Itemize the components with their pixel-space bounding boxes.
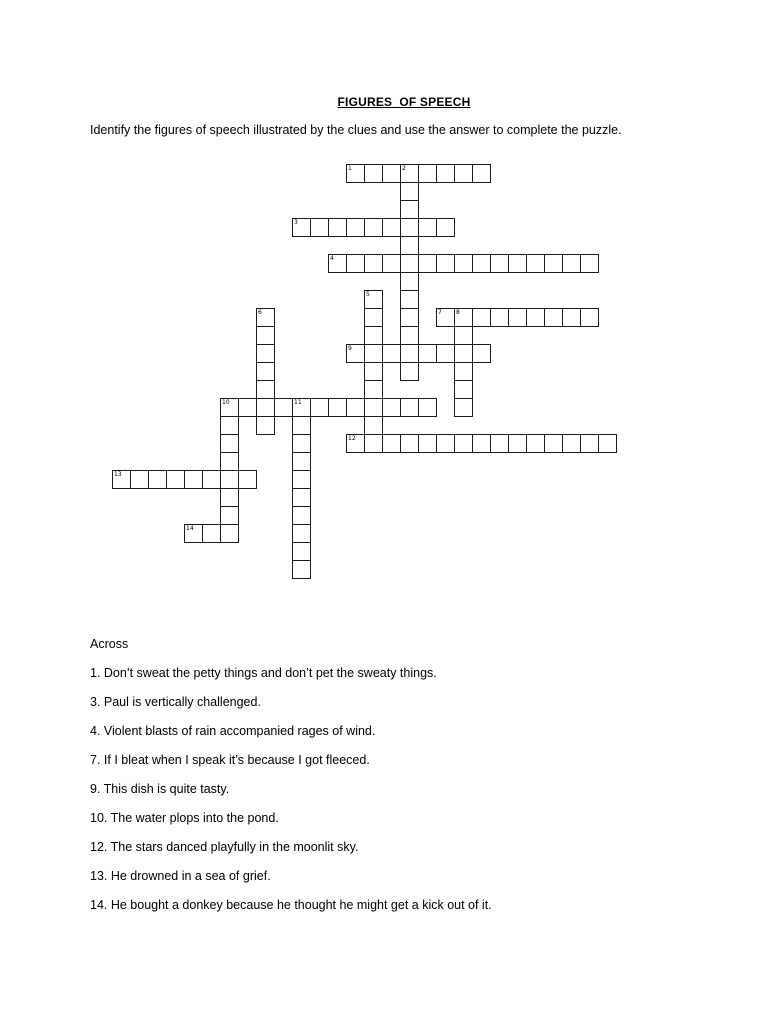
grid-cell[interactable] (382, 344, 401, 363)
grid-cell[interactable] (346, 218, 365, 237)
grid-cell[interactable] (292, 506, 311, 525)
grid-cell[interactable] (436, 164, 455, 183)
grid-cell[interactable] (130, 470, 149, 489)
grid-cell[interactable] (184, 524, 203, 543)
grid-cell[interactable] (508, 434, 527, 453)
grid-cell[interactable] (202, 470, 221, 489)
grid-cell[interactable] (400, 164, 419, 183)
grid-cell[interactable] (436, 254, 455, 273)
clue-1: 1. Don’t sweat the petty things and don’t pet the sweaty things. (90, 666, 437, 680)
grid-cell[interactable] (400, 218, 419, 237)
grid-cell[interactable] (292, 542, 311, 561)
grid-cell[interactable] (400, 326, 419, 345)
clue-7: 7. If I bleat when I speak it’s because I got fleeced. (90, 753, 370, 767)
grid-cell[interactable] (238, 398, 257, 417)
clue-number: 9 (348, 345, 352, 352)
grid-cell[interactable] (490, 308, 509, 327)
grid-cell[interactable] (292, 434, 311, 453)
grid-cell[interactable] (364, 326, 383, 345)
clue-12: 12. The stars danced playfully in the moonlit sky. (90, 840, 359, 854)
grid-cell[interactable] (508, 254, 527, 273)
grid-cell[interactable] (220, 524, 239, 543)
clue-14: 14. He bought a donkey because he thought he might get a kick out of it. (90, 898, 492, 912)
grid-cell[interactable] (436, 344, 455, 363)
grid-cell[interactable] (364, 380, 383, 399)
grid-cell[interactable] (220, 470, 239, 489)
grid-cell[interactable] (526, 434, 545, 453)
grid-cell[interactable] (364, 416, 383, 435)
grid-cell[interactable] (490, 434, 509, 453)
grid-cell[interactable] (472, 308, 491, 327)
grid-cell[interactable] (328, 218, 347, 237)
grid-cell[interactable] (256, 326, 275, 345)
clue-3: 3. Paul is vertically challenged. (90, 695, 261, 709)
grid-cell[interactable] (364, 164, 383, 183)
grid-cell[interactable] (454, 164, 473, 183)
grid-cell[interactable] (220, 506, 239, 525)
grid-cell[interactable] (436, 434, 455, 453)
grid-cell[interactable] (418, 398, 437, 417)
grid-cell[interactable] (580, 254, 599, 273)
grid-cell[interactable] (364, 308, 383, 327)
grid-cell[interactable] (508, 308, 527, 327)
grid-cell[interactable] (526, 308, 545, 327)
grid-cell[interactable] (580, 434, 599, 453)
grid-cell[interactable] (418, 218, 437, 237)
clue-number: 7 (438, 309, 442, 316)
across-heading: Across (90, 637, 129, 651)
clue-number: 14 (186, 525, 194, 532)
grid-cell[interactable] (346, 398, 365, 417)
grid-cell[interactable] (472, 254, 491, 273)
grid-cell[interactable] (472, 434, 491, 453)
grid-cell[interactable] (364, 434, 383, 453)
grid-cell[interactable] (346, 434, 365, 453)
grid-cell[interactable] (454, 398, 473, 417)
grid-cell[interactable] (292, 488, 311, 507)
clue-number: 13 (114, 471, 122, 478)
grid-cell[interactable] (490, 254, 509, 273)
grid-cell[interactable] (454, 254, 473, 273)
clue-number: 8 (456, 309, 460, 316)
grid-cell[interactable] (544, 434, 563, 453)
grid-cell[interactable] (562, 434, 581, 453)
grid-cell[interactable] (544, 254, 563, 273)
grid-cell[interactable] (292, 524, 311, 543)
grid-cell[interactable] (202, 524, 221, 543)
grid-cell[interactable] (220, 416, 239, 435)
grid-cell[interactable] (382, 398, 401, 417)
grid-cell[interactable] (364, 254, 383, 273)
grid-cell[interactable] (562, 308, 581, 327)
grid-cell[interactable] (598, 434, 617, 453)
grid-cell[interactable] (148, 470, 167, 489)
grid-cell[interactable] (274, 398, 293, 417)
grid-cell[interactable] (184, 470, 203, 489)
grid-cell[interactable] (544, 308, 563, 327)
grid-cell[interactable] (328, 398, 347, 417)
grid-cell[interactable] (418, 434, 437, 453)
grid-cell[interactable] (562, 254, 581, 273)
grid-cell[interactable] (292, 218, 311, 237)
clue-number: 5 (366, 291, 370, 298)
grid-cell[interactable] (310, 398, 329, 417)
grid-cell[interactable] (580, 308, 599, 327)
grid-cell[interactable] (472, 344, 491, 363)
grid-cell[interactable] (256, 344, 275, 363)
grid-cell[interactable] (382, 164, 401, 183)
grid-cell[interactable] (382, 434, 401, 453)
grid-cell[interactable] (364, 344, 383, 363)
grid-cell[interactable] (400, 308, 419, 327)
grid-cell[interactable] (400, 362, 419, 381)
grid-cell[interactable] (472, 164, 491, 183)
grid-cell[interactable] (220, 452, 239, 471)
grid-cell[interactable] (418, 164, 437, 183)
grid-cell[interactable] (454, 434, 473, 453)
grid-cell[interactable] (364, 362, 383, 381)
grid-cell[interactable] (328, 254, 347, 273)
grid-cell[interactable] (382, 254, 401, 273)
grid-cell[interactable] (292, 470, 311, 489)
grid-cell[interactable] (454, 380, 473, 399)
clue-number: 3 (294, 219, 298, 226)
grid-cell[interactable] (454, 326, 473, 345)
grid-cell[interactable] (346, 164, 365, 183)
clue-4: 4. Violent blasts of rain accompanied rages of wind. (90, 724, 376, 738)
instructions: Identify the figures of speech illustrated by the clues and use the answer to complete the puzzle. (90, 123, 622, 137)
grid-cell[interactable] (364, 398, 383, 417)
grid-cell[interactable] (454, 362, 473, 381)
grid-cell[interactable] (400, 290, 419, 309)
grid-cell[interactable] (454, 344, 473, 363)
clue-number: 1 (348, 165, 352, 172)
grid-cell[interactable] (418, 344, 437, 363)
grid-cell[interactable] (382, 218, 401, 237)
grid-cell[interactable] (166, 470, 185, 489)
grid-cell[interactable] (310, 218, 329, 237)
grid-cell[interactable] (292, 398, 311, 417)
grid-cell[interactable] (418, 254, 437, 273)
clue-number: 12 (348, 435, 356, 442)
grid-cell[interactable] (400, 398, 419, 417)
clue-number: 4 (330, 255, 334, 262)
clue-number: 10 (222, 399, 230, 406)
grid-cell[interactable] (346, 344, 365, 363)
clue-9: 9. This dish is quite tasty. (90, 782, 230, 796)
grid-cell[interactable] (400, 254, 419, 273)
grid-cell[interactable] (220, 398, 239, 417)
grid-cell[interactable] (436, 218, 455, 237)
clue-13: 13. He drowned in a sea of grief. (90, 869, 271, 883)
grid-cell[interactable] (292, 416, 311, 435)
grid-cell[interactable] (256, 380, 275, 399)
grid-cell[interactable] (256, 416, 275, 435)
grid-cell[interactable] (346, 254, 365, 273)
clue-number: 6 (258, 309, 262, 316)
grid-cell[interactable] (220, 434, 239, 453)
grid-cell[interactable] (238, 470, 257, 489)
grid-cell[interactable] (400, 272, 419, 291)
grid-cell[interactable] (364, 218, 383, 237)
clue-number: 2 (402, 165, 406, 172)
grid-cell[interactable] (400, 200, 419, 219)
grid-cell[interactable] (256, 362, 275, 381)
grid-cell[interactable] (400, 236, 419, 255)
grid-cell[interactable] (112, 470, 131, 489)
grid-cell[interactable] (256, 308, 275, 327)
grid-cell[interactable] (256, 398, 275, 417)
grid-cell[interactable] (364, 290, 383, 309)
grid-cell[interactable] (436, 308, 455, 327)
grid-cell[interactable] (292, 452, 311, 471)
grid-cell[interactable] (292, 560, 311, 579)
grid-cell[interactable] (220, 488, 239, 507)
grid-cell[interactable] (454, 308, 473, 327)
grid-cell[interactable] (400, 344, 419, 363)
grid-cell[interactable] (400, 182, 419, 201)
page-title: FIGURES OF SPEECH (337, 95, 471, 109)
grid-cell[interactable] (526, 254, 545, 273)
grid-cell[interactable] (400, 434, 419, 453)
clue-10: 10. The water plops into the pond. (90, 811, 279, 825)
clue-number: 11 (294, 399, 302, 406)
